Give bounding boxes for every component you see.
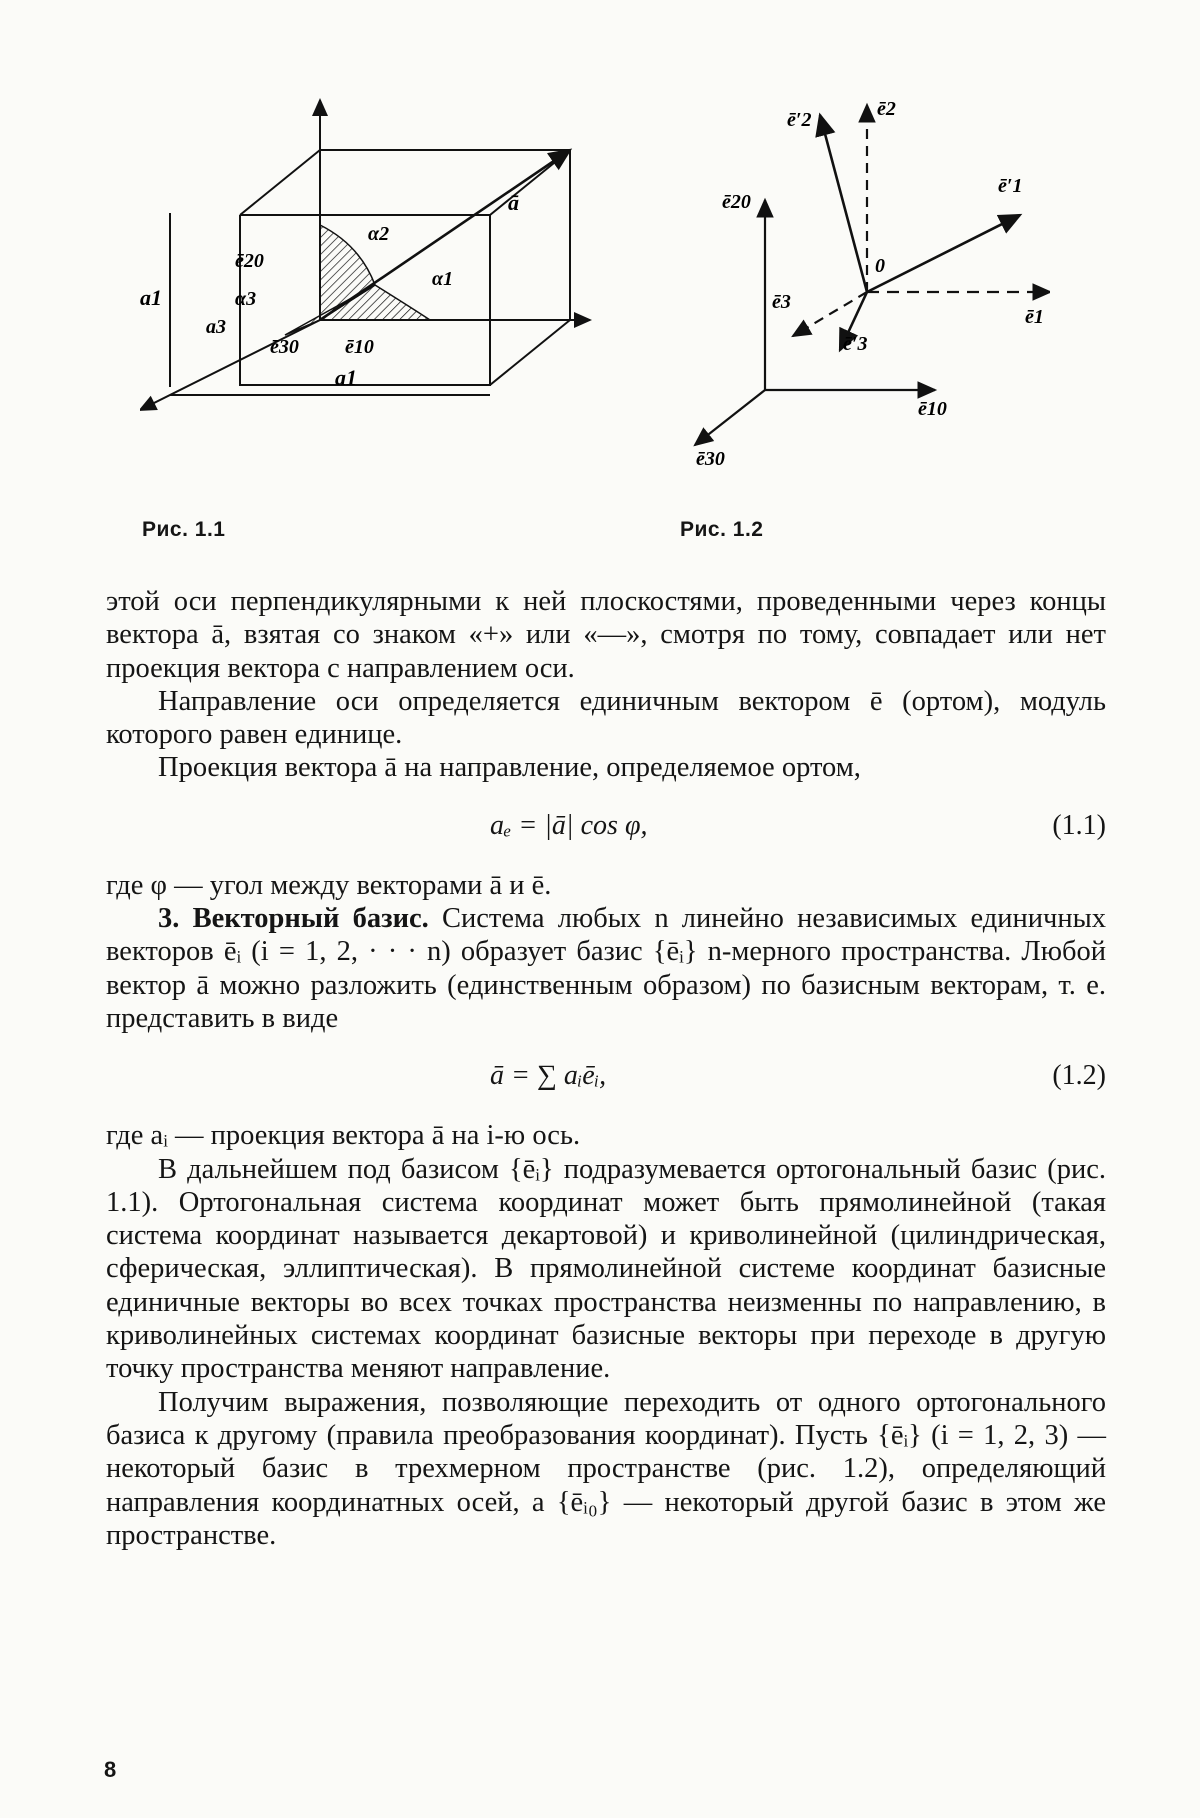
fig1-label-e20: ē20 xyxy=(235,250,264,272)
equation-1-2 xyxy=(106,1047,1106,1105)
figure-1-2 xyxy=(680,90,1050,480)
fig2-label-e1prime: ē′1 xyxy=(998,175,1023,197)
fig1-label-e30: ē30 xyxy=(270,336,299,358)
fig1-label-a1-left: a1 xyxy=(140,285,162,310)
equation-1-2-formula: ā = ∑ aᵢēᵢ, xyxy=(490,1060,607,1092)
fig2-label-e2prime: ē′2 xyxy=(787,109,812,131)
figure-1-1-caption: Рис. 1.1 xyxy=(142,518,226,541)
fig1-label-alpha1: α1 xyxy=(432,268,454,290)
paragraph-6: где aᵢ — проекция вектора ā на i-ю ось. xyxy=(106,1120,581,1152)
fig2-label-e3: ē3 xyxy=(772,291,791,313)
paragraph-4: где φ — угол между векторами ā и ē. xyxy=(106,869,552,901)
section-heading: 3. Векторный базис. xyxy=(158,903,429,935)
figure-1-2-drawing xyxy=(680,90,1050,480)
fig2-label-origin: 0 xyxy=(875,255,885,277)
page-number: 8 xyxy=(104,1757,117,1782)
fig1-label-alpha3: α3 xyxy=(235,288,257,310)
body-text xyxy=(106,585,1106,1552)
fig2-label-e2: ē2 xyxy=(877,98,896,120)
paragraph-2: Направление оси определяется единичным вектором ē (ортом), модуль которого равен единице. xyxy=(106,685,1106,751)
fig2-label-e30: ē30 xyxy=(696,448,725,470)
figure-1-1-drawing xyxy=(140,95,620,505)
fig2-label-e3prime: ē′3 xyxy=(843,333,868,355)
fig2-label-e20: ē20 xyxy=(722,191,751,213)
paragraph-3: Проекция вектора ā на направление, определяемое ортом, xyxy=(158,752,861,784)
fig1-label-a3: a3 xyxy=(206,316,226,338)
paragraph-1: этой оси перпендикулярными к ней плоскостями, проведенными через концы вектора ā, взятая со знаком «+» или «—», смотря по тому, совпадает или нет проекция вектора с направлением оси. xyxy=(106,586,1106,684)
fig2-label-e10: ē10 xyxy=(918,398,947,420)
paragraph-5 xyxy=(106,902,1106,1035)
paragraph-8: Получим выражения, позволяющие переходить от одного ортогонального базиса к другому (правила преобразования координат). Пусть {ēᵢ} (i = 1, 2, 3) — некоторый базис в трехмерном пространстве (рис. 1.2), определяющий направления координатных осей, а {ēᵢ₀} — некоторый другой базис в этом же пространстве. xyxy=(106,1386,1106,1551)
fig1-label-alpha2: α2 xyxy=(368,223,390,245)
figure-1-2-caption: Рис. 1.2 xyxy=(680,518,764,541)
equation-1-2-number: (1.2) xyxy=(1052,1060,1106,1092)
fig2-label-e1: ē1 xyxy=(1025,306,1044,328)
figure-1-1 xyxy=(140,95,620,505)
fig1-label-a1-bottom: a1 xyxy=(335,365,357,390)
fig1-label-a: ā xyxy=(508,190,519,215)
equation-1-1 xyxy=(106,797,1106,855)
equation-1-1-number: (1.1) xyxy=(1052,809,1106,841)
paragraph-5-text: Система любых n линейно независимых единичных векторов ēᵢ (i = 1, 2, · · · n) образует базис {ēᵢ} n-мерного пространства. Любой вектор ā можно разложить (единственным образом) по базисным векторам, т. е. представить в виде xyxy=(106,903,1107,1034)
paragraph-7: В дальнейшем под базисом {ēᵢ} подразумевается ортогональный базис (рис. 1.1). Ортогональная система координат может быть прямолинейной (такая система координат называется декартовой) и криволинейной (цилиндрическая, сферическая, эллиптическая). В прямолинейной системе координат базисные единичные векторы во всех точках пространства неизменны по направлению, в криволинейных системах координат базисные векторы при переходе в другую точку пространства меняют направление. xyxy=(106,1153,1106,1385)
equation-1-1-formula: aₑ = |ā| cos φ, xyxy=(490,809,648,841)
fig1-label-e10: ē10 xyxy=(345,336,374,358)
